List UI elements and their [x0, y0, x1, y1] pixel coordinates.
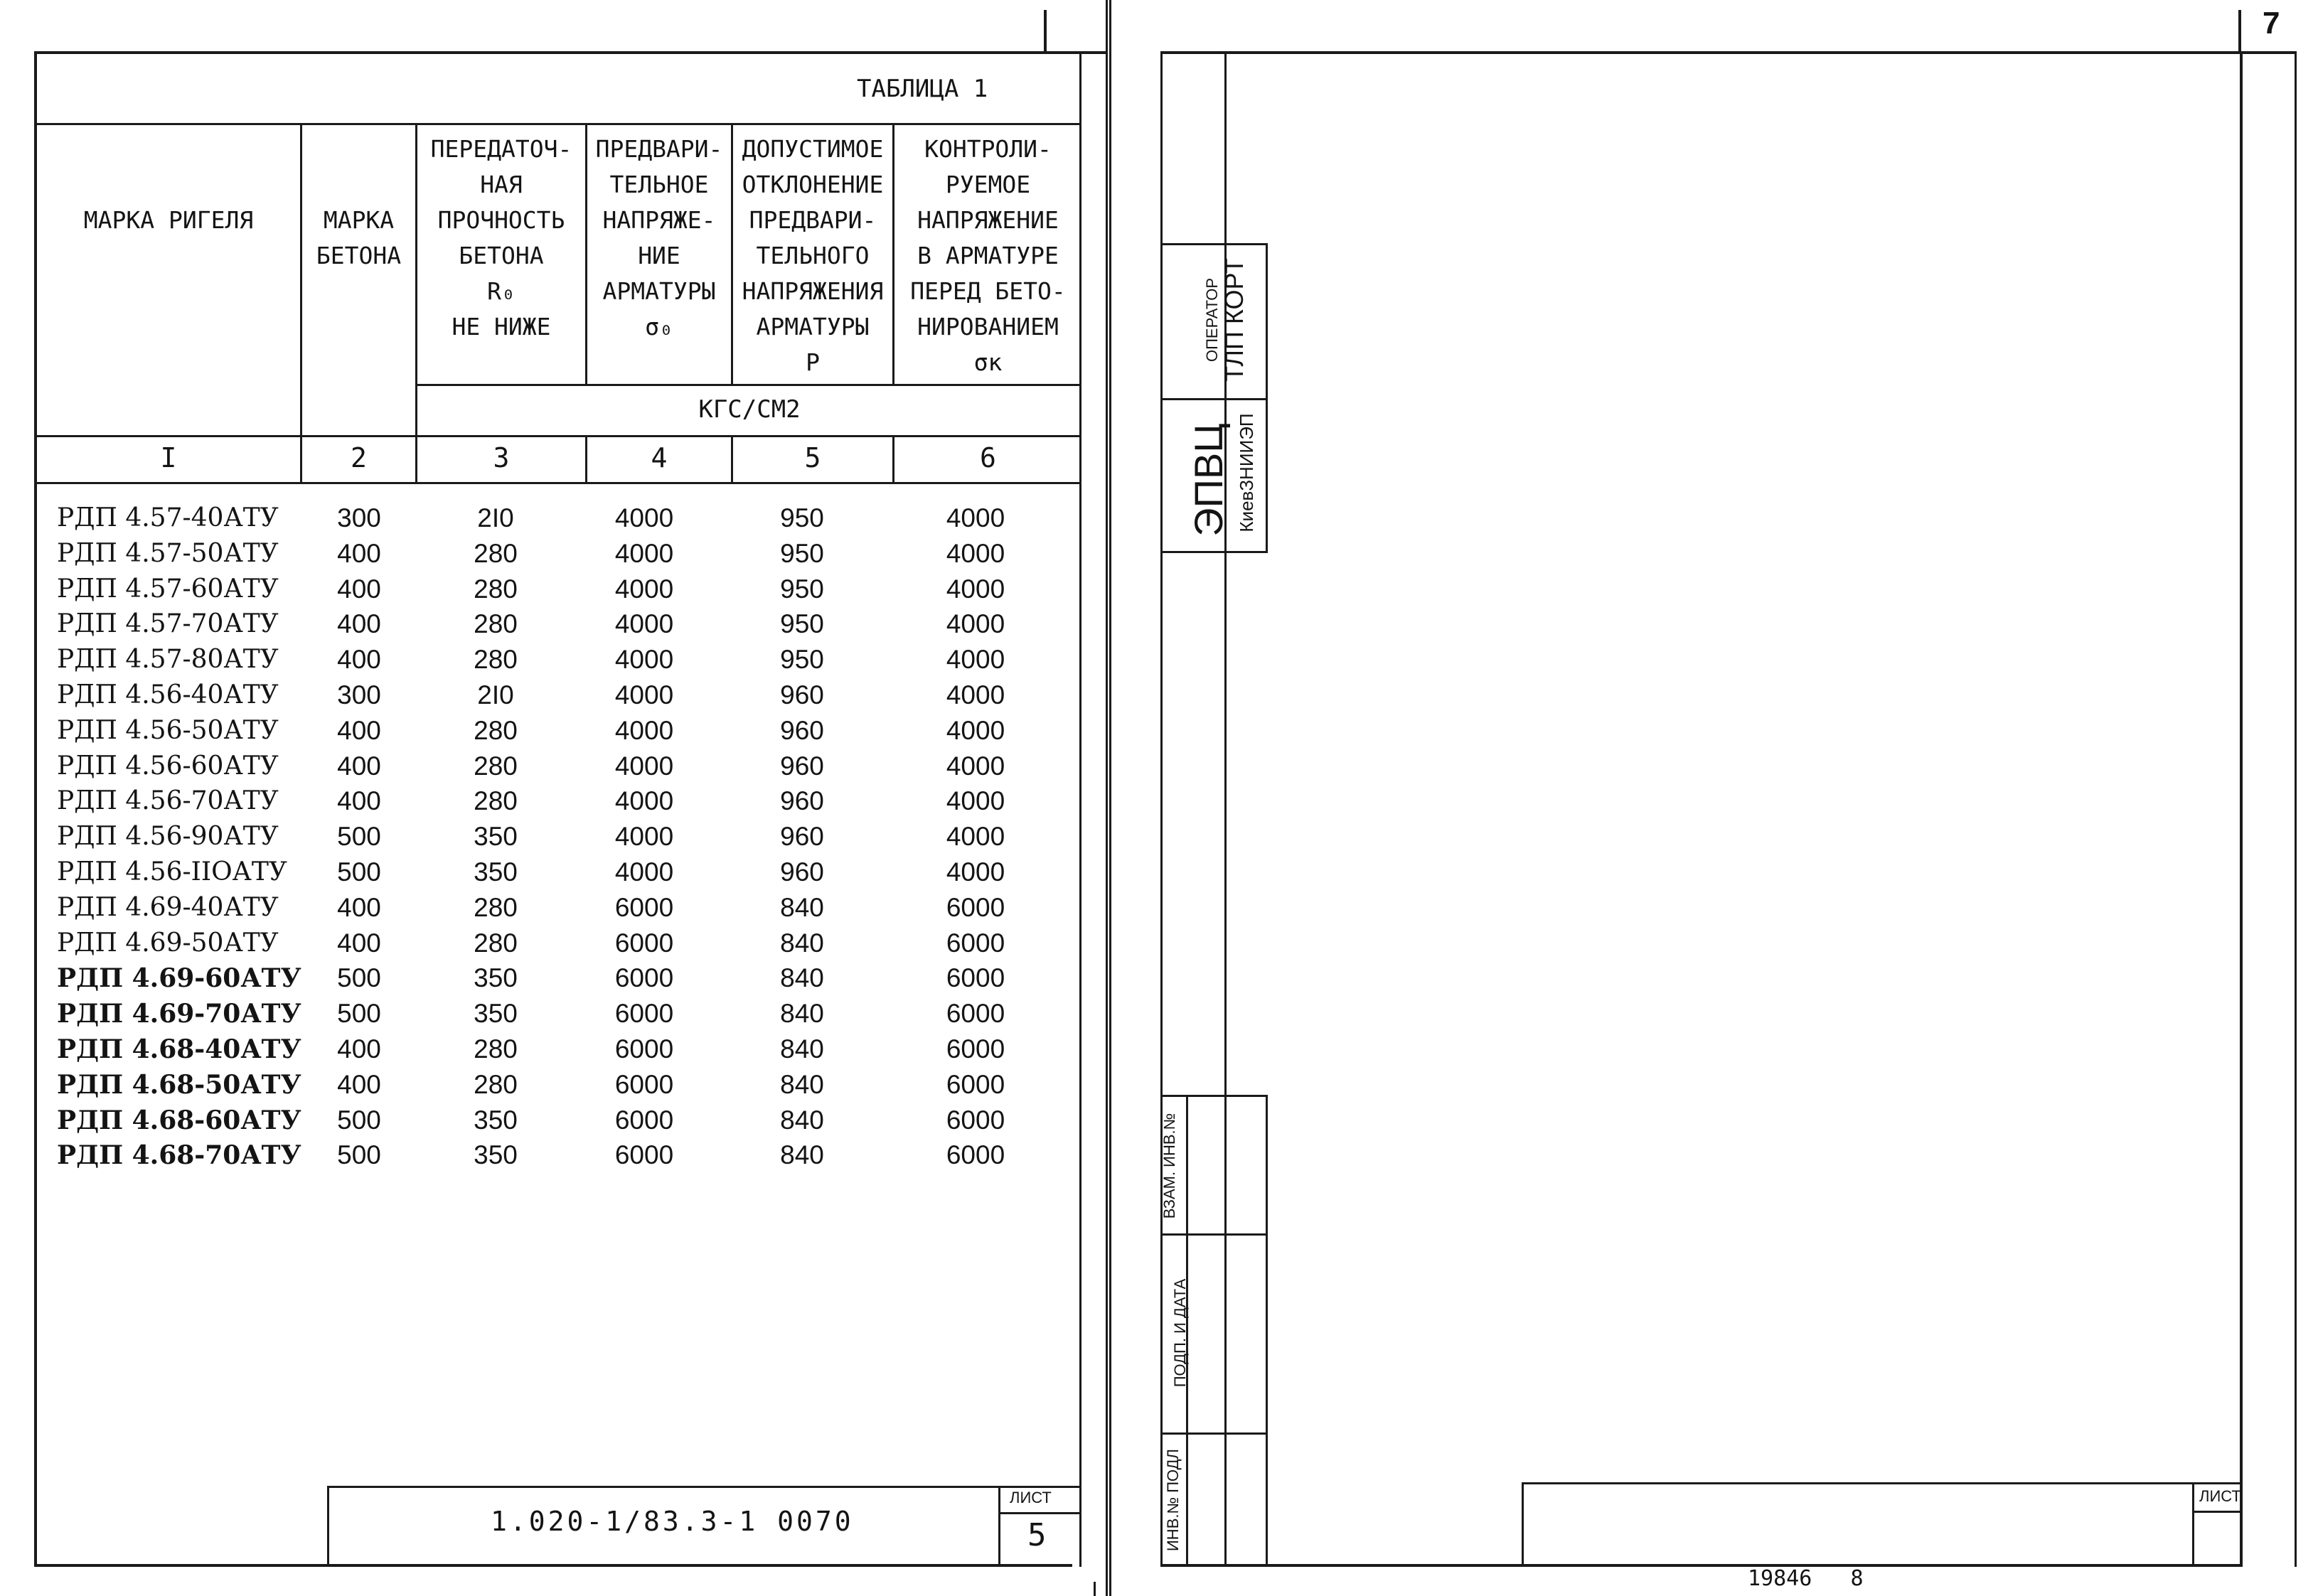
- value-cell: 280: [474, 892, 518, 922]
- value-cell: 6000: [614, 892, 674, 922]
- titleblock-top: [327, 1486, 1081, 1488]
- value-cell: 950: [780, 609, 824, 639]
- field-podp-data: ПОДП. И ДАТА: [1171, 1278, 1189, 1388]
- header-line: σк: [973, 348, 1003, 376]
- value-cell: 4000: [946, 574, 1005, 604]
- right-titleblock-sheet-divider: [2192, 1482, 2194, 1567]
- value-cell: 6000: [614, 1140, 674, 1170]
- value-cell: 4000: [614, 680, 674, 709]
- column-number: 3: [493, 442, 510, 473]
- value-cell: 400: [337, 538, 381, 568]
- value-cell: 280: [474, 751, 518, 781]
- value-cell: 300: [337, 503, 381, 532]
- right-frame-outer-left: [1109, 0, 1111, 1596]
- header-line: БЕТОНА: [316, 242, 402, 269]
- col-divider-1: [300, 123, 302, 484]
- left-frame-right-outer: [1106, 0, 1108, 1596]
- value-cell: 840: [780, 928, 824, 958]
- right-titleblock-top: [1522, 1482, 2241, 1484]
- titleblock-sheet-divider: [998, 1486, 1000, 1567]
- value-cell: 280: [474, 1034, 518, 1064]
- value-cell: 6000: [614, 963, 674, 993]
- units-label: КГС/СМ2: [698, 395, 801, 424]
- left-frame-bottom: [34, 1564, 1072, 1567]
- right-frame-right: [2240, 51, 2243, 1567]
- value-cell: 960: [780, 715, 824, 745]
- header-line: НАПРЯЖЕНИЯ: [742, 277, 884, 305]
- value-cell: 350: [474, 999, 518, 1029]
- rigel-mark-cell: РДП 4.68-70АТУ: [57, 1140, 301, 1171]
- header-line: АРМАТУРЫ: [756, 313, 870, 341]
- value-cell: 6000: [946, 1069, 1005, 1099]
- header-prestress: [587, 132, 731, 345]
- value-cell: 280: [474, 715, 518, 745]
- value-cell: 6000: [946, 963, 1005, 993]
- value-cell: 350: [474, 1105, 518, 1135]
- value-cell: 960: [780, 680, 824, 709]
- header-line: НАЯ: [480, 171, 523, 198]
- value-cell: 840: [780, 892, 824, 922]
- value-cell: 950: [780, 574, 824, 604]
- value-cell: 960: [780, 822, 824, 852]
- header-line: БЕТОНА: [459, 242, 544, 269]
- value-cell: 4000: [614, 503, 674, 532]
- value-cell: 4000: [946, 680, 1005, 709]
- value-cell: 2I0: [477, 680, 514, 709]
- stamp-box-right: [1266, 243, 1268, 553]
- header-line: ПРЕДВАРИ-: [595, 135, 723, 163]
- value-cell: 280: [474, 609, 518, 639]
- header-concrete-grade: [302, 203, 415, 274]
- value-cell: 4000: [946, 857, 1005, 887]
- titleblock-left: [327, 1486, 329, 1567]
- value-cell: 500: [337, 963, 381, 993]
- right-titleblock-sheet-hline: [2192, 1511, 2241, 1513]
- rigel-mark-cell: РДП 4.57-40АТУ: [57, 503, 279, 532]
- colnum-top-line: [34, 435, 1081, 437]
- value-cell: 400: [337, 574, 381, 604]
- value-cell: 6000: [614, 1069, 674, 1099]
- rigel-mark-cell: РДП 4.56-40АТУ: [57, 680, 279, 709]
- rigel-mark-cell: РДП 4.57-70АТУ: [57, 609, 279, 639]
- table-title: ТАБЛИЦА 1: [857, 75, 988, 103]
- rigel-mark-cell: РДП 4.69-40АТУ: [57, 892, 279, 922]
- header-line: РУЕМОЕ: [945, 171, 1031, 198]
- value-cell: 4000: [946, 786, 1005, 816]
- value-cell: 6000: [614, 1105, 674, 1135]
- value-cell: 6000: [946, 999, 1005, 1029]
- rigel-mark-cell: РДП 4.69-50АТУ: [57, 928, 279, 958]
- header-line: ДОПУСТИМОЕ: [742, 135, 884, 163]
- titleblock-sheet-hline: [998, 1512, 1081, 1514]
- value-cell: 500: [337, 1140, 381, 1170]
- header-transfer-strength: [417, 132, 585, 345]
- value-cell: 500: [337, 822, 381, 852]
- value-cell: 960: [780, 751, 824, 781]
- footer-note: 19846 8: [1748, 1566, 1864, 1591]
- right-frame-bottom: [1160, 1564, 2241, 1567]
- rigel-mark-cell: РДП 4.57-80АТУ: [57, 645, 279, 675]
- right-frame-left: [1160, 51, 1163, 1567]
- sheet-label-left: ЛИСТ: [1010, 1489, 1052, 1506]
- right-frame-top: [1160, 51, 2295, 54]
- header-line: НАПРЯЖЕНИЕ: [917, 206, 1059, 234]
- sheet-number-left: 5: [1027, 1517, 1047, 1553]
- column-number: 6: [980, 442, 996, 473]
- rigel-mark-cell: РДП 4.57-50АТУ: [57, 538, 279, 568]
- rigel-mark-cell: РДП 4.68-60АТУ: [57, 1105, 301, 1135]
- header-line: НЕ НИЖЕ: [452, 313, 551, 341]
- value-cell: 960: [780, 786, 824, 816]
- value-cell: 350: [474, 857, 518, 887]
- value-cell: 6000: [946, 1105, 1005, 1135]
- top-tick-mark: [1044, 10, 1047, 54]
- rigel-mark-cell: РДП 4.56-60АТУ: [57, 751, 279, 781]
- header-line: ПРОЧНОСТЬ: [437, 206, 565, 234]
- value-cell: 840: [780, 1140, 824, 1170]
- value-cell: 4000: [614, 538, 674, 568]
- value-cell: 950: [780, 645, 824, 675]
- header-line: МАРКА РИГЕЛЯ: [83, 206, 254, 234]
- value-cell: 6000: [946, 1140, 1005, 1170]
- value-cell: 400: [337, 751, 381, 781]
- header-line: МАРКА: [323, 206, 395, 234]
- value-cell: 950: [780, 538, 824, 568]
- operator-value: ТЛП КОРТ: [1219, 258, 1249, 382]
- value-cell: 4000: [946, 538, 1005, 568]
- header-line: ТЕЛЬНОГО: [756, 242, 870, 269]
- value-cell: 2I0: [477, 503, 514, 532]
- rigel-mark-cell: РДП 4.69-70АТУ: [57, 999, 301, 1029]
- header-line: АРМАТУРЫ: [602, 277, 716, 305]
- rigel-mark-cell: РДП 4.57-60АТУ: [57, 574, 279, 604]
- rigel-mark-cell: РДП 4.68-50АТУ: [57, 1069, 301, 1100]
- value-cell: 400: [337, 715, 381, 745]
- column-number: 4: [651, 442, 668, 473]
- value-cell: 4000: [614, 609, 674, 639]
- value-cell: 4000: [946, 645, 1005, 675]
- header-line: P: [806, 348, 820, 376]
- value-cell: 400: [337, 786, 381, 816]
- value-cell: 4000: [946, 822, 1005, 852]
- value-cell: 840: [780, 1069, 824, 1099]
- header-line: НАПРЯЖЕ-: [602, 206, 716, 234]
- value-cell: 350: [474, 1140, 518, 1170]
- value-cell: 400: [337, 1034, 381, 1064]
- value-cell: 500: [337, 1105, 381, 1135]
- page-number: 7: [2263, 6, 2280, 41]
- stamp-logo-sub: КиевЗНИИЭП: [1236, 413, 1257, 532]
- right-titleblock-left: [1522, 1482, 1524, 1567]
- value-cell: 4000: [946, 609, 1005, 639]
- header-allowed-deviation: [733, 132, 892, 380]
- column-number: 2: [351, 442, 367, 473]
- column-number: I: [160, 442, 177, 473]
- value-cell: 840: [780, 1034, 824, 1064]
- rigel-mark-cell: РДП 4.56-50АТУ: [57, 715, 279, 745]
- value-cell: 400: [337, 609, 381, 639]
- value-cell: 4000: [946, 751, 1005, 781]
- left-sheet: [0, 0, 1109, 1596]
- header-line: НИЕ: [638, 242, 680, 269]
- right-inner-left: [2295, 51, 2297, 1567]
- header-line: R₀: [487, 277, 516, 305]
- value-cell: 4000: [614, 715, 674, 745]
- stamp-logo: ЭПВЦ: [1186, 423, 1231, 537]
- value-cell: 4000: [614, 645, 674, 675]
- value-cell: 280: [474, 645, 518, 675]
- header-rigel-mark: [37, 203, 300, 238]
- value-cell: 6000: [614, 1034, 674, 1064]
- field-inv-podl: ИНВ.№ ПОДЛ: [1164, 1449, 1182, 1551]
- fields-top: [1160, 1095, 1267, 1097]
- value-cell: 280: [474, 538, 518, 568]
- value-cell: 840: [780, 999, 824, 1029]
- value-cell: 4000: [614, 857, 674, 887]
- operator-label: ОПЕРАТОР: [1203, 278, 1221, 362]
- value-cell: 950: [780, 503, 824, 532]
- header-line: σ₀: [645, 313, 673, 341]
- rigel-mark-cell: РДП 4.56-90АТУ: [57, 822, 279, 852]
- value-cell: 840: [780, 963, 824, 993]
- value-cell: 6000: [946, 892, 1005, 922]
- header-line: ПЕРЕД БЕТО-: [910, 277, 1066, 305]
- header-line: ПЕРЕДАТОЧ-: [430, 135, 572, 163]
- value-cell: 960: [780, 857, 824, 887]
- rigel-mark-cell: РДП 4.69-60АТУ: [57, 963, 301, 994]
- value-cell: 840: [780, 1105, 824, 1135]
- header-line: В АРМАТУРЕ: [917, 242, 1059, 269]
- header-controlled-stress: [894, 132, 1081, 380]
- value-cell: 4000: [614, 786, 674, 816]
- field-vzam-inv: ВЗАМ. ИНВ.№: [1160, 1113, 1178, 1219]
- value-cell: 6000: [614, 999, 674, 1029]
- value-cell: 400: [337, 892, 381, 922]
- value-cell: 280: [474, 928, 518, 958]
- value-cell: 280: [474, 574, 518, 604]
- header-line: ТЕЛЬНОЕ: [609, 171, 709, 198]
- header-top-line: [34, 123, 1081, 125]
- value-cell: 400: [337, 928, 381, 958]
- value-cell: 350: [474, 822, 518, 852]
- rigel-mark-cell: РДП 4.56-70АТУ: [57, 786, 279, 816]
- value-cell: 4000: [614, 822, 674, 852]
- pagebox-left: [2238, 10, 2241, 54]
- column-number: 5: [804, 442, 821, 473]
- value-cell: 280: [474, 1069, 518, 1099]
- rigel-mark-cell: РДП 4.68-40АТУ: [57, 1034, 301, 1064]
- value-cell: 280: [474, 786, 518, 816]
- value-cell: 4000: [614, 751, 674, 781]
- value-cell: 4000: [614, 574, 674, 604]
- value-cell: 500: [337, 999, 381, 1029]
- units-line: [415, 384, 1081, 386]
- right-margin-tick: [1094, 1582, 1096, 1596]
- value-cell: 400: [337, 645, 381, 675]
- left-frame-top: [34, 51, 1108, 54]
- value-cell: 300: [337, 680, 381, 709]
- value-cell: 500: [337, 857, 381, 887]
- header-line: НИРОВАНИЕМ: [917, 313, 1059, 341]
- document-code: 1.020-1/83.3-1 0070: [491, 1506, 854, 1537]
- right-sheet: [1109, 0, 2318, 1596]
- value-cell: 4000: [946, 715, 1005, 745]
- colnum-bottom-line: [34, 482, 1081, 484]
- rigel-mark-cell: РДП 4.56-IIOАТУ: [57, 857, 287, 887]
- header-line: КОНТРОЛИ-: [924, 135, 1052, 163]
- value-cell: 400: [337, 1069, 381, 1099]
- header-line: ОТКЛОНЕНИЕ: [742, 171, 884, 198]
- fields-right: [1266, 1095, 1268, 1567]
- header-line: ПРЕДВАРИ-: [749, 206, 877, 234]
- sheet-label-right: ЛИСТ: [2199, 1487, 2241, 1505]
- left-frame-left: [34, 51, 37, 1567]
- value-cell: 6000: [946, 1034, 1005, 1064]
- fields-div-1: [1160, 1233, 1267, 1236]
- value-cell: 6000: [946, 928, 1005, 958]
- value-cell: 350: [474, 963, 518, 993]
- value-cell: 4000: [946, 503, 1005, 532]
- value-cell: 6000: [614, 928, 674, 958]
